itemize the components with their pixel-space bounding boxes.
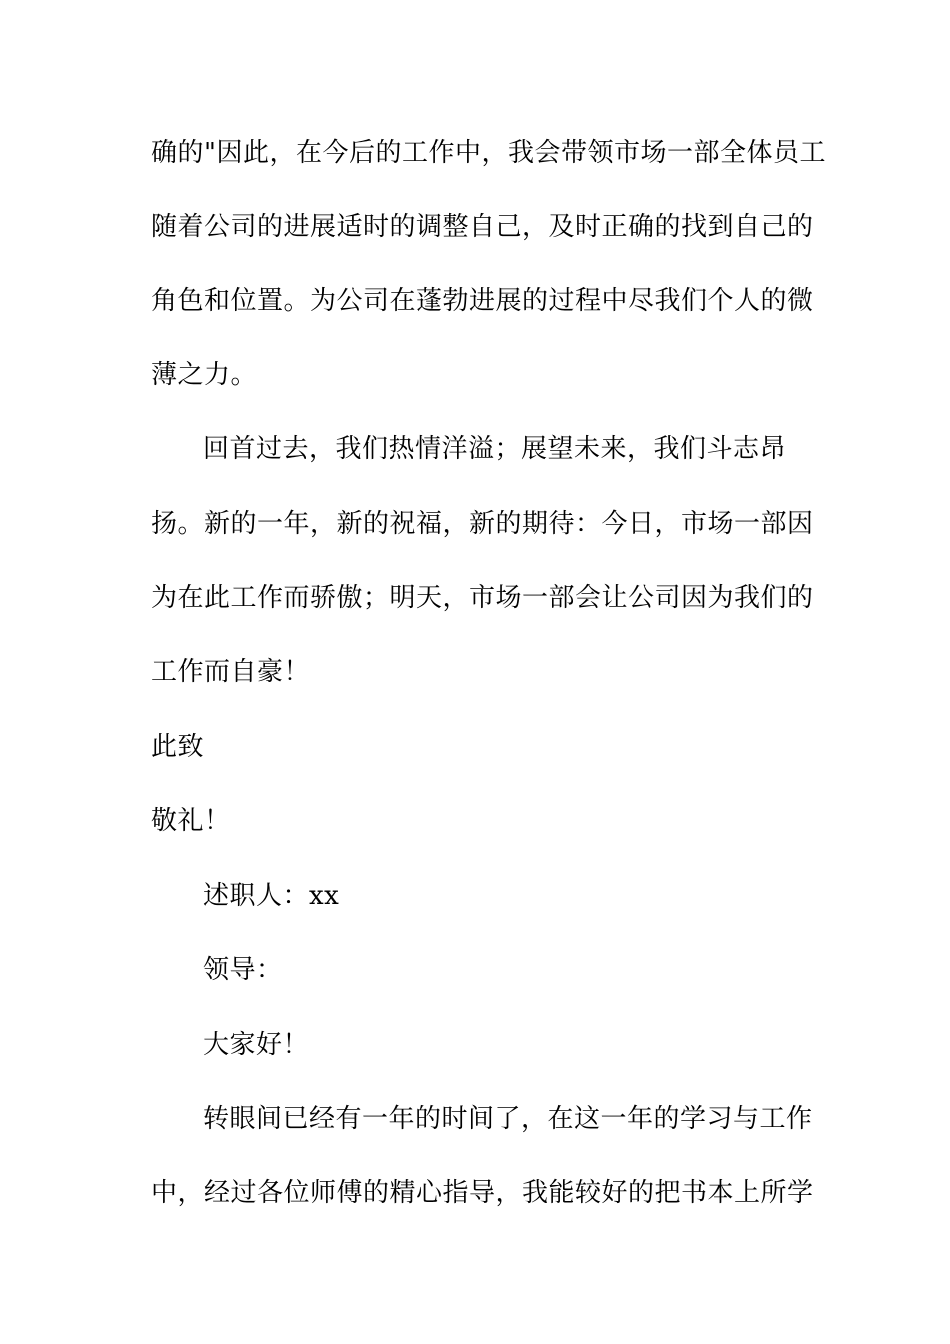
body-text-line: 薄之力。 — [151, 360, 258, 390]
signature-line: 述职人：xx — [203, 881, 340, 911]
paragraph-first-line: 回首过去，我们热情洋溢；展望未来，我们斗志昂 — [203, 434, 787, 464]
body-text-line: 扬。新的一年，新的祝福，新的期待：今日，市场一部因 — [151, 509, 814, 539]
greeting-addressee: 领导： — [203, 955, 283, 985]
body-text-line: 随着公司的进展适时的调整自己，及时正确的找到自己的 — [151, 212, 814, 242]
closing-salutation: 此致 — [151, 732, 205, 762]
paragraph-first-line: 转眼间已经有一年的时间了，在这一年的学习与工作 — [203, 1104, 813, 1134]
closing-regards: 敬礼！ — [151, 806, 231, 836]
body-text-line: 为在此工作而骄傲；明天，市场一部会让公司因为我们的 — [151, 583, 814, 613]
greeting-line: 大家好！ — [203, 1030, 310, 1060]
body-text-line: 角色和位置。为公司在蓬勃进展的过程中尽我们个人的微 — [151, 286, 814, 316]
body-text-line: 确的"因此，在今后的工作中，我会带领市场一部全体员工 — [151, 138, 826, 168]
body-text-line: 中，经过各位师傅的精心指导，我能较好的把书本上所学 — [151, 1178, 814, 1208]
body-text-line: 工作而自豪！ — [151, 657, 311, 687]
